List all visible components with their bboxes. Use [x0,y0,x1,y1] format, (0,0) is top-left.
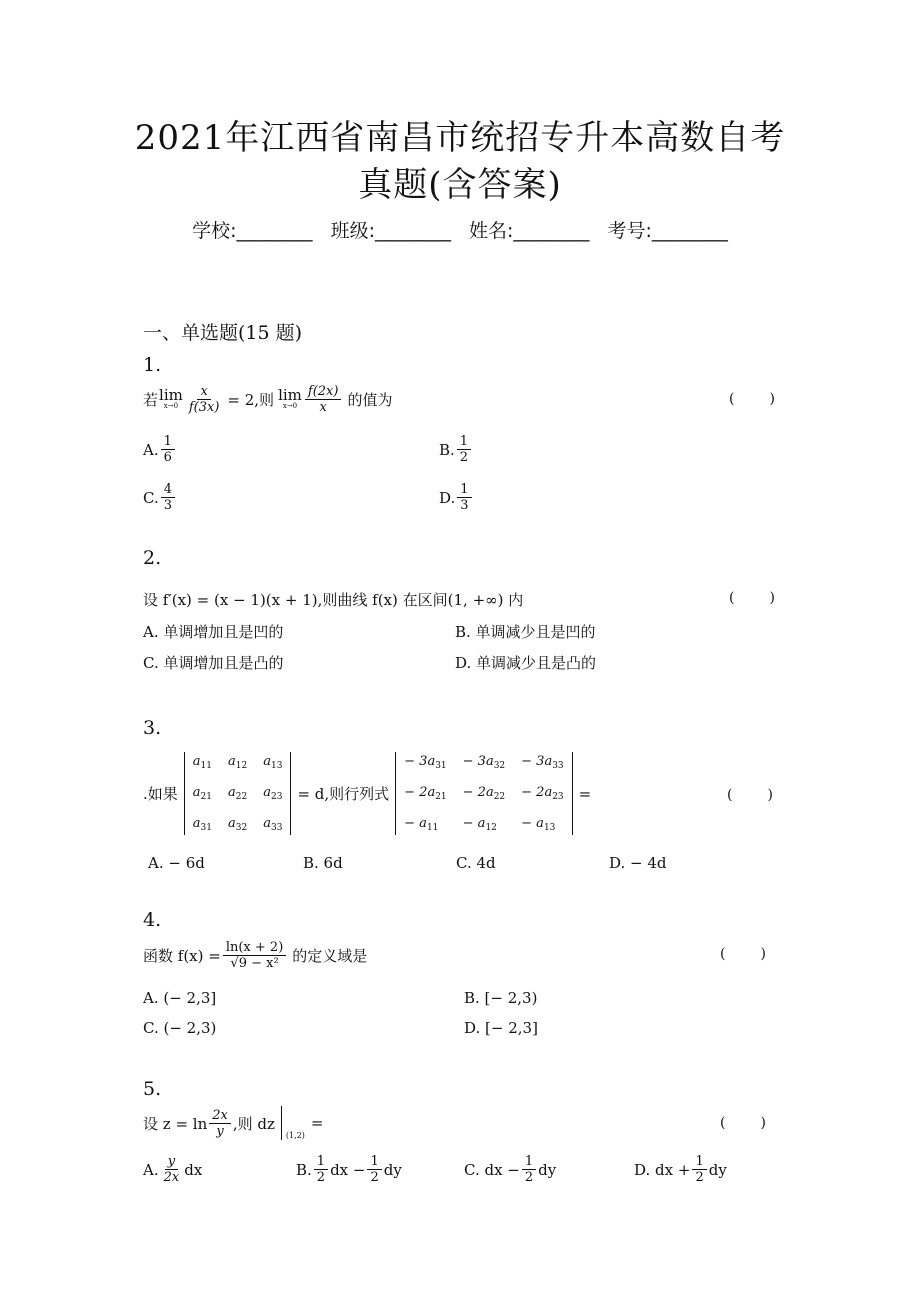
determinant-entry [228,816,247,833]
q5-answer-paren [720,1115,766,1131]
denominator: 2 [316,1170,326,1185]
q1-mid: = 2,则 [227,391,275,409]
numerator: x [197,384,210,400]
option-label: D. dx + [634,1160,691,1179]
entry-subscript: 31 [200,823,212,833]
entry-base: a [228,816,236,831]
entry-base: a [192,785,201,800]
option-label: B. [439,440,455,459]
q2-option-a[interactable]: A. 单调增加且是凹的 [143,623,284,641]
option-fraction [522,1154,536,1185]
denominator: 6 [163,450,172,465]
option-label: B. [296,1160,312,1179]
q5-option-b[interactable] [296,1154,402,1185]
option-fraction-1 [314,1154,328,1185]
q5-option-c[interactable] [464,1154,556,1185]
determinant-entry [228,754,247,771]
numerator: 1 [692,1154,706,1170]
denominator: x [319,400,327,415]
q3-option-a[interactable]: A. − 6d [148,854,205,872]
q1-limit-2 [278,386,302,410]
q4-option-d[interactable]: D. [− 2,3] [464,1019,538,1037]
paren-close: ) [760,946,766,962]
determinant-entry [463,785,506,802]
denominator: 2 [459,450,469,465]
entry-base: a [228,754,236,769]
entry-subscript: 33 [552,761,564,771]
determinant-entry [463,754,506,771]
option-label: A. [143,440,159,459]
denominator: 2 [695,1170,704,1185]
option-tail: dy [708,1160,727,1179]
determinant-entry [521,816,564,833]
q3-mid: = d,则行列式 [297,785,390,803]
option-fraction [161,434,175,465]
q4-fraction [223,940,286,971]
lim-text: lim [159,386,183,404]
q5-post: = [310,1114,324,1132]
q4-post: 的定义域是 [292,947,368,965]
eval-point: (1,2) [285,1131,305,1140]
q4-pre: 函数 f(x) = [143,947,221,965]
entry-subscript: 13 [270,761,283,771]
question-4-stem [143,940,367,971]
entry-subscript: 11 [426,823,439,833]
q2-option-b[interactable]: B. 单调减少且是凹的 [455,623,596,641]
numerator: 2x [209,1108,231,1124]
entry-subscript: 22 [235,792,248,802]
denominator: 3 [460,498,469,513]
entry-subscript: 11 [200,761,212,771]
denominator: √9 − x² [230,956,279,971]
entry-base: − 3a [521,754,553,769]
determinant-entry [263,754,282,771]
q5-option-a[interactable] [143,1154,202,1185]
option-fraction-2 [367,1154,381,1185]
entry-subscript: 32 [235,823,248,833]
q3-option-b[interactable]: B. 6d [303,854,343,872]
entry-subscript: 31 [435,761,447,771]
determinant-entry [193,785,212,802]
option-fraction [457,434,471,465]
name-field: 姓名:________ [469,220,590,242]
determinant-entry [228,785,247,802]
question-4-number: 4. [143,909,162,931]
denominator: 2 [370,1170,379,1185]
question-1-number: 1. [143,354,162,376]
numerator: 1 [522,1154,536,1170]
entry-base: − 2a [521,785,553,800]
paren-close: ) [767,787,773,803]
entry-base: − a [404,816,427,831]
entry-base: − a [462,816,486,831]
q2-option-d[interactable]: D. 单调减少且是凸的 [455,654,597,672]
determinant-entry [404,754,447,771]
q4-option-c[interactable]: C. (− 2,3) [143,1019,217,1037]
determinant-entry [521,754,564,771]
entry-base: − 3a [462,754,494,769]
determinant-entry [263,816,282,833]
entry-subscript: 21 [435,792,447,802]
question-5-number: 5. [143,1078,162,1100]
option-mid: dx − [330,1160,366,1179]
q1-option-b[interactable] [439,434,473,465]
class-field: 班级:________ [330,220,451,242]
denominator: 3 [163,498,172,513]
entry-subscript: 23 [552,792,564,802]
option-tail: dy [538,1160,557,1179]
paren-open: ( [729,391,735,407]
entry-base: a [192,754,201,769]
student-info-line [0,216,920,243]
denominator: f(3x) [188,400,220,415]
q2-option-c[interactable]: C. 单调增加且是凸的 [143,654,284,672]
q2-answer-paren [729,590,775,606]
paren-close: ) [769,590,775,606]
lim-text: lim [278,386,302,404]
paren-open: ( [720,946,726,962]
entry-subscript: 12 [485,823,497,833]
q5-fraction [209,1108,231,1139]
determinant-entry [404,816,447,833]
exam-title-line2: 真题(含答案) [358,165,562,205]
entry-subscript: 32 [493,761,506,771]
q1-option-a[interactable] [143,434,177,465]
entry-base: a [192,816,201,831]
option-fraction [161,482,175,513]
q1-pre: 若 [143,391,159,409]
paren-close: ) [769,391,775,407]
paren-close: ) [760,1115,766,1131]
option-tail: dy [383,1160,402,1179]
q3-pre: .如果 [143,785,178,803]
entry-subscript: 22 [493,792,506,802]
numerator: f(2x) [305,384,342,400]
lim-sub: x→0 [163,402,179,410]
numerator: 1 [161,434,175,450]
determinant-entry [193,754,212,771]
determinant-1 [184,752,292,835]
numerator: 1 [367,1154,381,1170]
entry-base: a [263,785,271,800]
q5-option-d[interactable] [634,1154,727,1185]
determinant-entry [193,816,212,833]
question-2-stem: 设 f′(x) = (x − 1)(x + 1),则曲线 f(x) 在区间(1, +∞) 内 [143,591,524,609]
q3-post: = [578,784,592,803]
paren-open: ( [729,590,735,606]
entry-base: a [263,816,271,831]
evaluation-bar [281,1106,305,1140]
determinant-entry [404,785,447,802]
number-field: 考号:________ [607,220,728,242]
denominator: 2x [163,1170,180,1185]
entry-subscript: 13 [543,823,556,833]
entry-base: a [263,754,271,769]
question-1-stem [143,384,392,415]
school-field: 学校:________ [192,220,313,242]
option-label: A. [143,1160,159,1179]
q1-answer-paren [729,391,775,407]
q3-option-d[interactable]: D. − 4d [609,854,667,872]
option-tail: dx [184,1160,203,1179]
paren-open: ( [720,1115,726,1131]
q1-option-c[interactable] [143,482,177,513]
q3-option-c[interactable]: C. 4d [456,854,496,872]
question-3-number: 3. [143,717,162,739]
q1-fraction-1 [186,384,223,415]
entry-subscript: 12 [235,761,248,771]
numerator: 1 [314,1154,328,1170]
q4-option-b[interactable]: B. [− 2,3) [464,989,538,1007]
numerator: 4 [161,482,175,498]
option-fraction [457,482,471,513]
question-2-number: 2. [143,547,162,569]
q3-answer-paren [727,787,773,803]
determinant-entry [463,816,506,833]
entry-base: a [228,785,236,800]
option-fraction [161,1154,183,1185]
denominator: 2 [524,1170,534,1185]
entry-subscript: 23 [270,792,283,802]
entry-base: − 2a [404,785,436,800]
entry-base: − 3a [404,754,436,769]
q4-option-a[interactable]: A. (− 2,3] [143,989,217,1007]
numerator: 1 [457,434,471,450]
determinant-entry [521,785,564,802]
entry-base: − 2a [462,785,494,800]
option-label: C. dx − [464,1160,520,1179]
entry-subscript: 21 [200,792,212,802]
q1-post: 的值为 [347,391,393,409]
entry-subscript: 33 [270,823,283,833]
question-3-stem [143,752,591,835]
determinant-entry [263,785,282,802]
q1-limit-1 [159,386,183,410]
q1-fraction-2 [305,384,342,415]
option-fraction [692,1154,706,1185]
numerator: y [165,1154,178,1170]
entry-base: − a [521,816,544,831]
determinant-2 [395,752,573,835]
paren-open: ( [727,787,733,803]
numerator: 1 [457,482,471,498]
lim-sub: x→0 [282,402,298,410]
denominator: y [216,1123,224,1139]
section-heading: 一、单选题(15 题) [143,322,303,344]
question-5-stem [143,1106,323,1140]
option-label: D. [439,488,456,507]
q4-answer-paren [720,946,766,962]
q5-pre: 设 z = ln [143,1114,208,1133]
q1-option-d[interactable] [439,482,474,513]
numerator: ln(x + 2) [223,940,286,956]
q5-mid: ,则 dz [232,1114,275,1133]
exam-title-line1: 2021年江西省南昌市统招专升本高数自考 [134,118,786,158]
option-label: C. [143,488,159,507]
